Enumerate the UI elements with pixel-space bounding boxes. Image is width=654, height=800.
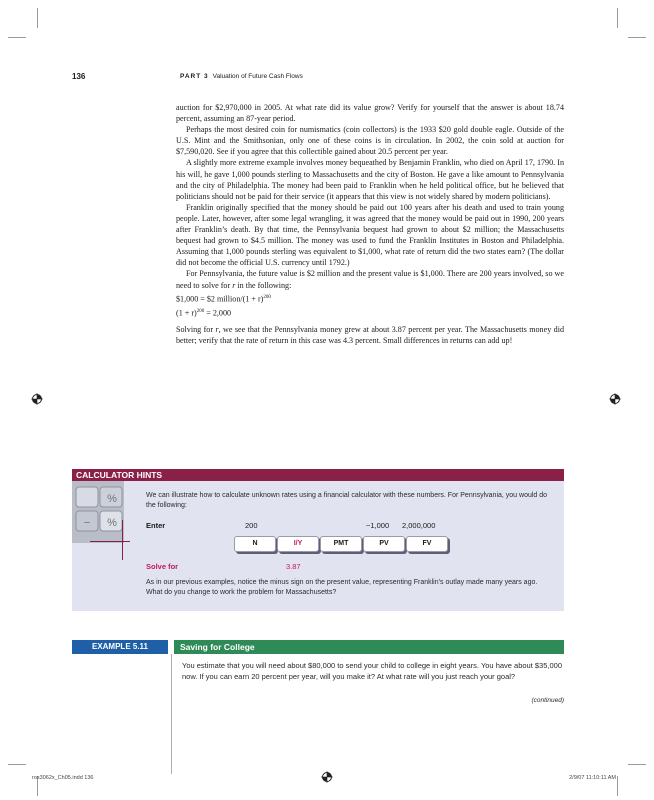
paragraph-5: For Pennsylvania, the future value is $2 million and the present value is $1,000. There are 200 years involved, so we need to solve for r in the following: xyxy=(176,269,564,290)
registration-mark-right xyxy=(609,393,621,405)
example-text: You estimate that you will need about $80,000 to send your child to college in eight years. You have about $35,000 now. If you can earn 20 percent per year, will you make it? At what rate will you just reach your goal? xyxy=(182,661,562,681)
paragraph-6: Solving for r, we see that the Pennsylvania money grew at about 3.87 percent per year. The Massachusetts money did better; verify that the rate of return in this case was 4.3 percent. Small differences in returns can add up! xyxy=(176,324,564,346)
running-head xyxy=(180,73,303,80)
paragraph-2: Perhaps the most desired coin for numismatics (coin collectors) is the 1933 $20 gold double eagle. Outside of the U.S. Mint and the Smithsonian, only one of these coins is in circulation. In 2002, the coin sold at auction for $7,590,020. See if you agree that this collectible gained about 20.5 percent per year. xyxy=(176,125,564,157)
paragraph-1: auction for $2,970,000 in 2005. At what rate did its value grow? Verify for yourself that the answer is about 18.74 percent, assuming an 87-year period. xyxy=(176,103,564,124)
solve-for-value: 3.87 xyxy=(286,562,301,571)
calculator-outro-text: As in our previous examples, notice the minus sign on the present value, representing Franklin’s outlay made many years ago. What do you change to work the problem for Massachusetts? xyxy=(146,579,538,596)
svg-text:−: − xyxy=(83,517,91,529)
decorative-horizontal-rule xyxy=(90,541,130,542)
calculator-key-fv[interactable]: FV xyxy=(406,536,448,552)
calculator-intro-text: We can illustrate how to calculate unknown rates using a financial calculator with these numbers. For Pennsylvania, you would do the following: xyxy=(146,492,548,509)
svg-text:%: % xyxy=(107,493,117,505)
crop-mark-top-right xyxy=(617,8,618,28)
example-margin-rule xyxy=(171,654,172,774)
part-title: Valuation of Future Cash Flows xyxy=(212,73,303,80)
enter-label: Enter xyxy=(146,521,166,530)
calculator-keys-illustration xyxy=(72,481,124,543)
equation-1: $1,000 = $2 million/(1 + r)$^{200}$ xyxy=(176,294,271,304)
registration-mark-bottom xyxy=(321,771,333,783)
enter-value-fv: 2,000,000 xyxy=(402,521,436,530)
paragraph-4: Franklin originally specified that the money should be paid out 100 years after his death and used to train young people. Later, however, after some legal wrangling, it was agreed that the money would be paid out in 1990, 200 years after Franklin’s death. By that time, the Pennsylvania bequest had grown to about $2 million; the Massachusetts bequest had grown to $4.5 million. The money was used to fund the Franklin Institutes in Boston and Philadelphia. Assuming that 1,000 pounds sterling was equivalent to $1,000, what rate of return did the two states earn? (The dollar did not become the official U.S. currency until 1792.) xyxy=(176,202,564,268)
enter-value-n: 200 xyxy=(245,521,258,530)
crop-mark-left-bottom xyxy=(8,764,26,765)
part-number: PART 3 xyxy=(180,73,209,80)
enter-value-pv: −1,000 xyxy=(366,521,390,530)
continued-note: (continued) xyxy=(531,697,564,704)
example-title: Saving for College xyxy=(180,642,255,652)
crop-mark-right-top xyxy=(628,37,646,38)
calculator-key-iy[interactable]: I/Y xyxy=(277,536,319,552)
crop-mark-left-top xyxy=(8,37,26,38)
calculator-key-n[interactable]: N xyxy=(234,536,276,552)
footer-timestamp: 2/9/07 11:10:11 AM xyxy=(569,775,616,781)
calculator-hints-title: CALCULATOR HINTS xyxy=(76,470,163,480)
footer-filename: ros3062x_Ch05.indd 136 xyxy=(32,775,94,781)
calculator-key-pv[interactable]: PV xyxy=(363,536,405,552)
paragraph-3: A slightly more extreme example involves money bequeathed by Benjamin Franklin, who died on April 17, 1790. In his will, he gave 1,000 pounds sterling to Massachusetts and the city of Boston. He gave a like amount to Pennsylvania and the city of Philadelphia. The money had been paid to Franklin when he held political office, but he believed that politicians should not be paid for their service (it appears that this view is not widely shared by modern politicians). xyxy=(176,158,564,201)
calculator-key-pmt[interactable]: PMT xyxy=(320,536,362,552)
body-text xyxy=(176,102,564,346)
registration-mark-left xyxy=(31,393,43,405)
crop-mark-top-left xyxy=(37,8,38,28)
solve-for-label: Solve for xyxy=(146,562,179,571)
crop-mark-bottom-right xyxy=(617,776,618,796)
decorative-vertical-rule xyxy=(122,520,123,560)
equation-2: $(1 + r)^{200} = 2,000$ xyxy=(176,308,232,318)
svg-text:%: % xyxy=(107,517,117,529)
example-label: EXAMPLE 5.11 xyxy=(91,642,149,651)
page-number: 136 xyxy=(72,72,86,81)
crop-mark-right-bottom xyxy=(628,764,646,765)
